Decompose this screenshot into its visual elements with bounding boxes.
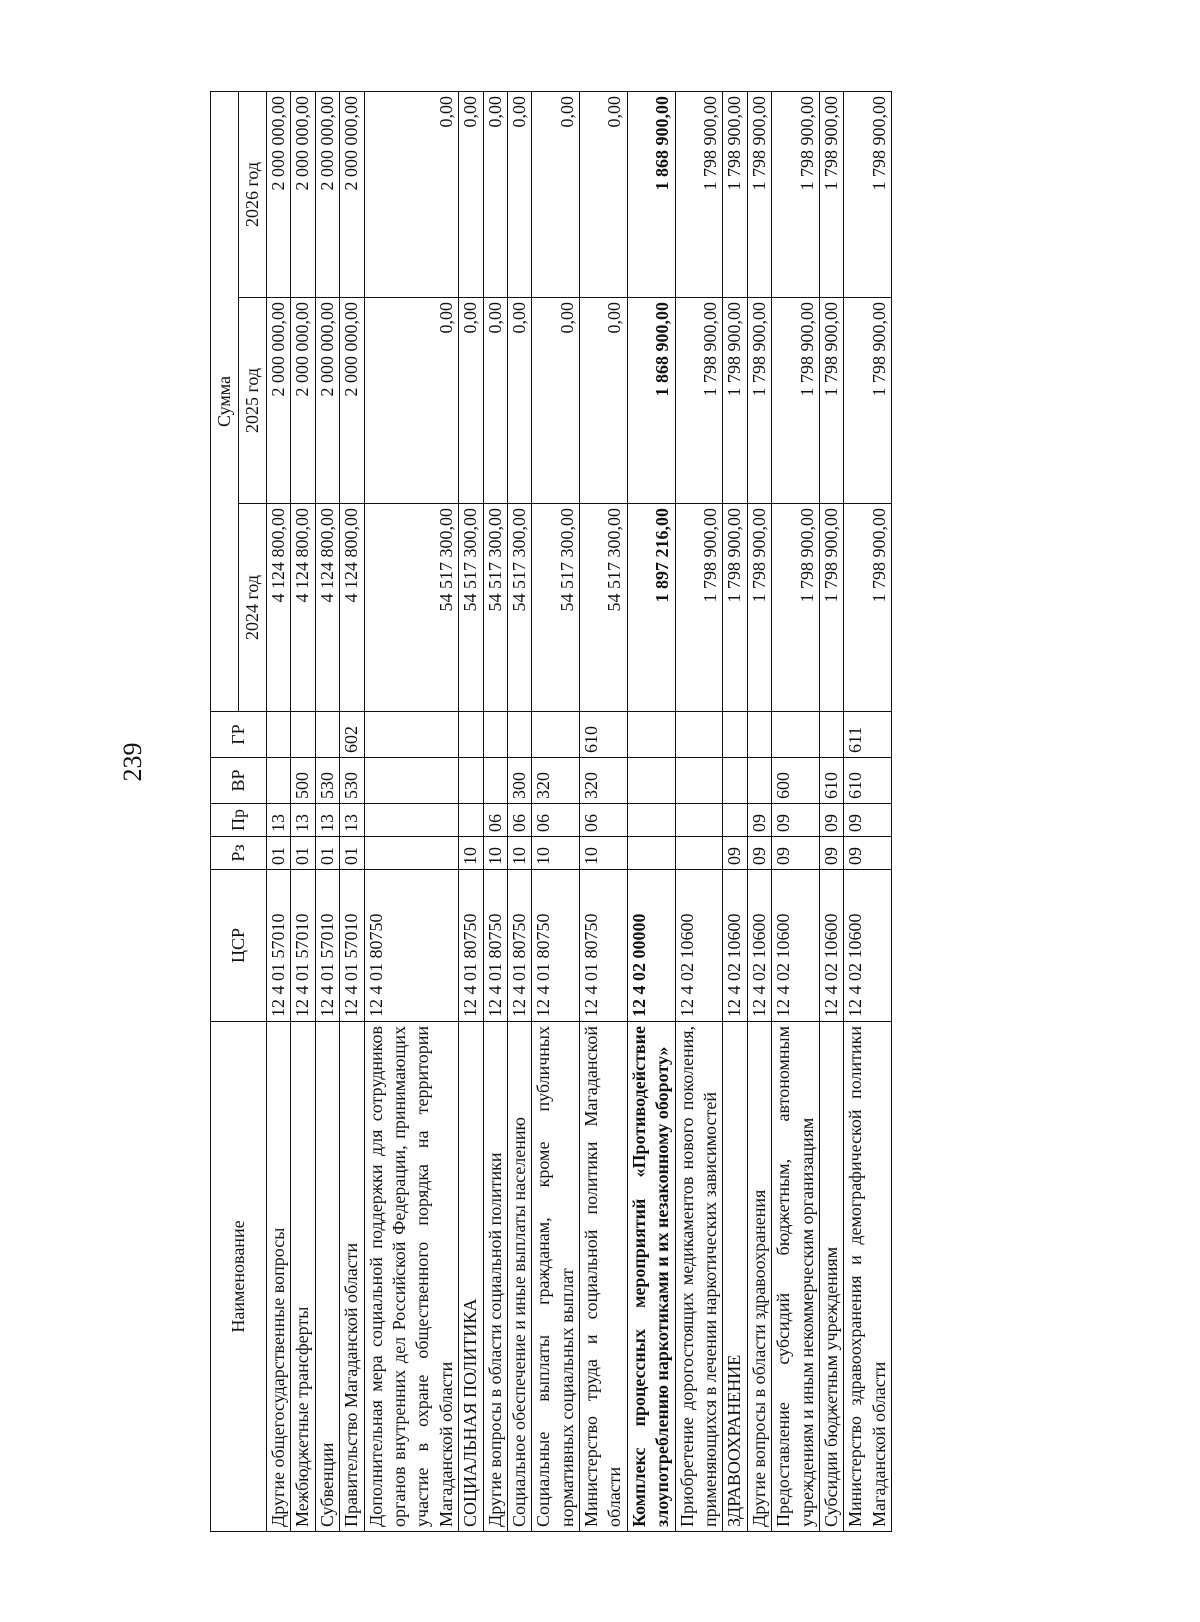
row-rz: 09 [747, 837, 771, 870]
row-pr [459, 804, 483, 837]
row-name: Приобретение дорогостоящих медикаментов нового поколения, применяющихся в лечении наркотических зависимостей [675, 1022, 723, 1532]
row-name: Правительство Магаданской области [340, 1022, 364, 1532]
row-sum-2024: 4 124 800,00 [291, 504, 315, 712]
row-sum-2024: 1 798 900,00 [844, 504, 892, 712]
row-csr: 12 4 01 80750 [459, 870, 483, 1022]
row-csr: 12 4 02 10600 [844, 870, 892, 1022]
table-row [532, 91, 580, 1531]
row-csr: 12 4 02 10600 [772, 870, 820, 1022]
header-year-2024: 2024 год [239, 504, 267, 712]
header-vr: ВР [211, 758, 267, 804]
row-rz: 10 [580, 837, 628, 870]
row-pr: 09 [844, 804, 892, 837]
row-gr [483, 712, 507, 758]
row-sum-2025: 1 798 900,00 [844, 298, 892, 504]
row-sum-2026: 1 798 900,00 [772, 91, 820, 297]
row-sum-2024: 54 517 300,00 [507, 504, 531, 712]
row-rz: 01 [315, 837, 339, 870]
row-sum-2026: 1 798 900,00 [675, 91, 723, 297]
row-vr: 300 [507, 758, 531, 804]
row-pr: 06 [532, 804, 580, 837]
row-csr: 12 4 02 10600 [819, 870, 843, 1022]
row-sum-2025: 0,00 [459, 298, 483, 504]
row-pr: 13 [315, 804, 339, 837]
row-rz: 01 [267, 837, 291, 870]
table-row [507, 91, 531, 1531]
row-name: Министерство здравоохранения и демографической политики Магаданской области [844, 1022, 892, 1532]
row-rz [675, 837, 723, 870]
row-pr: 13 [267, 804, 291, 837]
header-sum: Сумма [211, 91, 239, 711]
row-gr [315, 712, 339, 758]
row-name: Субвенции [315, 1022, 339, 1532]
row-gr [747, 712, 771, 758]
row-sum-2024: 54 517 300,00 [580, 504, 628, 712]
row-sum-2025: 2 000 000,00 [315, 298, 339, 504]
header-csr: ЦСР [211, 870, 267, 1022]
row-sum-2025: 0,00 [532, 298, 580, 504]
table-row [747, 91, 771, 1531]
row-vr: 600 [772, 758, 820, 804]
row-name: Социальные выплаты гражданам, кроме публичных нормативных социальных выплат [532, 1022, 580, 1532]
row-sum-2026: 0,00 [532, 91, 580, 297]
row-csr: 12 4 01 57010 [267, 870, 291, 1022]
table-row [483, 91, 507, 1531]
row-gr [507, 712, 531, 758]
row-csr: 12 4 01 80750 [364, 870, 459, 1022]
row-gr [819, 712, 843, 758]
row-vr [267, 758, 291, 804]
row-name: Дополнительная мера социальной поддержки для сотрудников органов внутренних дел Российской Федерации, принимающих участие в охране общественного порядка на территории Магаданской области [364, 1022, 459, 1532]
row-sum-2024: 4 124 800,00 [340, 504, 364, 712]
row-sum-2025: 1 798 900,00 [772, 298, 820, 504]
row-rz: 09 [772, 837, 820, 870]
row-sum-2025: 2 000 000,00 [267, 298, 291, 504]
table-row [723, 91, 747, 1531]
row-sum-2024: 54 517 300,00 [459, 504, 483, 712]
header-gr: ГР [211, 712, 267, 758]
row-sum-2026: 0,00 [580, 91, 628, 297]
row-sum-2025: 0,00 [364, 298, 459, 504]
row-sum-2026: 0,00 [507, 91, 531, 297]
row-sum-2026: 0,00 [364, 91, 459, 297]
row-vr [747, 758, 771, 804]
row-sum-2026: 1 798 900,00 [844, 91, 892, 297]
row-vr [364, 758, 459, 804]
page-number: 239 [118, 742, 147, 782]
row-gr [267, 712, 291, 758]
row-csr: 12 4 01 57010 [315, 870, 339, 1022]
row-sum-2025: 0,00 [507, 298, 531, 504]
row-gr [723, 712, 747, 758]
row-name: Другие вопросы в области социальной политики [483, 1022, 507, 1532]
row-name: Межбюджетные трансферты [291, 1022, 315, 1532]
row-sum-2024: 1 897 216,00 [627, 504, 675, 712]
budget-table [210, 91, 892, 1532]
row-sum-2026: 2 000 000,00 [267, 91, 291, 297]
row-csr: 12 4 01 80750 [507, 870, 531, 1022]
row-rz: 01 [291, 837, 315, 870]
row-sum-2024: 1 798 900,00 [723, 504, 747, 712]
row-csr: 12 4 02 10600 [675, 870, 723, 1022]
row-sum-2026: 1 798 900,00 [819, 91, 843, 297]
row-name: Министерство труда и социальной политики Магаданской области [580, 1022, 628, 1532]
row-pr: 13 [291, 804, 315, 837]
table-row [364, 91, 459, 1531]
row-sum-2024: 4 124 800,00 [267, 504, 291, 712]
row-csr: 12 4 02 00000 [627, 870, 675, 1022]
row-vr: 610 [819, 758, 843, 804]
row-gr [627, 712, 675, 758]
row-gr [772, 712, 820, 758]
row-sum-2024: 1 798 900,00 [819, 504, 843, 712]
row-sum-2024: 54 517 300,00 [483, 504, 507, 712]
row-pr [627, 804, 675, 837]
header-name: Наименование [211, 1022, 267, 1532]
row-pr: 09 [819, 804, 843, 837]
row-rz: 10 [483, 837, 507, 870]
row-pr [364, 804, 459, 837]
row-sum-2025: 1 798 900,00 [747, 298, 771, 504]
row-name: Социальное обеспечение и иные выплаты населению [507, 1022, 531, 1532]
row-csr: 12 4 01 57010 [291, 870, 315, 1022]
row-gr: 602 [340, 712, 364, 758]
row-vr: 610 [844, 758, 892, 804]
row-vr [483, 758, 507, 804]
table-row [315, 91, 339, 1531]
row-rz: 09 [844, 837, 892, 870]
row-rz: 10 [532, 837, 580, 870]
row-sum-2024: 1 798 900,00 [675, 504, 723, 712]
row-pr: 06 [507, 804, 531, 837]
row-gr: 611 [844, 712, 892, 758]
row-sum-2026: 0,00 [459, 91, 483, 297]
row-pr: 06 [483, 804, 507, 837]
row-sum-2025: 1 798 900,00 [675, 298, 723, 504]
row-name: Другие вопросы в области здравоохранения [747, 1022, 771, 1532]
row-gr [459, 712, 483, 758]
row-rz [364, 837, 459, 870]
header-year-2025: 2025 год [239, 298, 267, 504]
row-csr: 12 4 02 10600 [747, 870, 771, 1022]
row-pr [675, 804, 723, 837]
budget-table-rotated [210, 92, 892, 1532]
row-vr: 530 [315, 758, 339, 804]
table-row [340, 91, 364, 1531]
row-sum-2025: 2 000 000,00 [291, 298, 315, 504]
row-name: СОЦИАЛЬНАЯ ПОЛИТИКА [459, 1022, 483, 1532]
row-vr: 320 [580, 758, 628, 804]
row-sum-2026: 2 000 000,00 [315, 91, 339, 297]
row-name: Субсидии бюджетным учреждениям [819, 1022, 843, 1532]
table-row [267, 91, 291, 1531]
row-vr [459, 758, 483, 804]
row-name: Комплекс процессных мероприятий «Противодействие злоупотреблению наркотиками и их незаконному обороту» [627, 1022, 675, 1532]
row-sum-2024: 54 517 300,00 [364, 504, 459, 712]
row-name: Предоставление субсидий бюджетным, автономным учреждениям и иным некоммерческим организациям [772, 1022, 820, 1532]
table-row [459, 91, 483, 1531]
row-sum-2025: 2 000 000,00 [340, 298, 364, 504]
table-row [627, 91, 675, 1531]
header-rz: Рз [211, 837, 267, 870]
table-row [580, 91, 628, 1531]
table-row [675, 91, 723, 1531]
row-pr [723, 804, 747, 837]
row-sum-2024: 54 517 300,00 [532, 504, 580, 712]
header-year-2026: 2026 год [239, 91, 267, 297]
header-pr: Пр [211, 804, 267, 837]
row-sum-2025: 1 798 900,00 [819, 298, 843, 504]
row-vr [627, 758, 675, 804]
table-body [267, 91, 892, 1531]
row-sum-2025: 1 868 900,00 [627, 298, 675, 504]
row-gr [532, 712, 580, 758]
row-gr [675, 712, 723, 758]
row-csr: 12 4 01 80750 [580, 870, 628, 1022]
row-sum-2026: 1 798 900,00 [723, 91, 747, 297]
row-sum-2026: 1 798 900,00 [747, 91, 771, 297]
row-csr: 12 4 01 57010 [340, 870, 364, 1022]
row-pr: 13 [340, 804, 364, 837]
row-rz: 01 [340, 837, 364, 870]
table-row [819, 91, 843, 1531]
row-csr: 12 4 02 10600 [723, 870, 747, 1022]
table-row [772, 91, 820, 1531]
row-vr: 500 [291, 758, 315, 804]
row-rz [627, 837, 675, 870]
row-sum-2025: 1 798 900,00 [723, 298, 747, 504]
row-rz: 09 [819, 837, 843, 870]
row-sum-2025: 0,00 [483, 298, 507, 504]
row-gr [364, 712, 459, 758]
row-rz: 09 [723, 837, 747, 870]
row-sum-2024: 1 798 900,00 [772, 504, 820, 712]
row-pr: 09 [772, 804, 820, 837]
row-pr: 06 [580, 804, 628, 837]
table-row [844, 91, 892, 1531]
row-vr: 530 [340, 758, 364, 804]
row-sum-2024: 1 798 900,00 [747, 504, 771, 712]
row-sum-2025: 0,00 [580, 298, 628, 504]
row-vr [675, 758, 723, 804]
row-csr: 12 4 01 80750 [532, 870, 580, 1022]
row-gr: 610 [580, 712, 628, 758]
row-gr [291, 712, 315, 758]
row-sum-2026: 2 000 000,00 [340, 91, 364, 297]
row-sum-2026: 2 000 000,00 [291, 91, 315, 297]
row-csr: 12 4 01 80750 [483, 870, 507, 1022]
row-sum-2026: 0,00 [483, 91, 507, 297]
table-row [291, 91, 315, 1531]
row-rz: 10 [459, 837, 483, 870]
row-pr: 09 [747, 804, 771, 837]
row-vr [723, 758, 747, 804]
row-name: Другие общегосударственные вопросы [267, 1022, 291, 1532]
row-sum-2024: 4 124 800,00 [315, 504, 339, 712]
row-vr: 320 [532, 758, 580, 804]
row-rz: 10 [507, 837, 531, 870]
row-sum-2026: 1 868 900,00 [627, 91, 675, 297]
row-name: ЗДРАВООХРАНЕНИЕ [723, 1022, 747, 1532]
